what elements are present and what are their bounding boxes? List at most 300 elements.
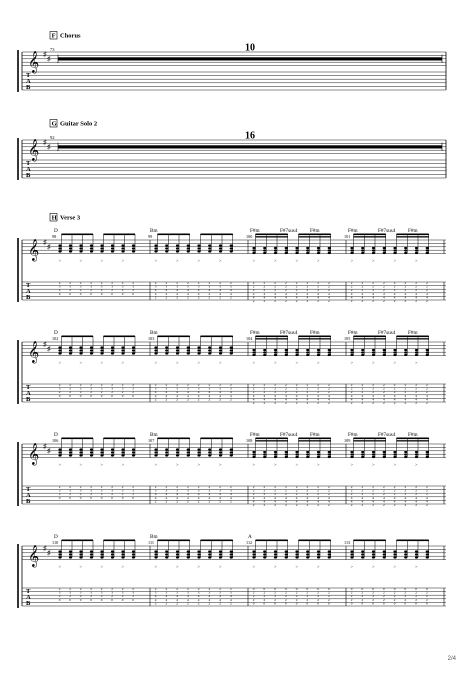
tab-fret-number: 2 — [285, 299, 287, 303]
tab-fret-number: 2 — [252, 386, 255, 391]
note-head — [176, 247, 179, 249]
tab-fret-number: 2 — [306, 594, 309, 599]
tab-fret-number: 2 — [404, 299, 407, 303]
note-head — [176, 448, 179, 450]
tab-fret-number: 2 — [393, 288, 396, 293]
note-head — [187, 550, 190, 552]
note-head — [197, 349, 200, 351]
note-beam — [104, 336, 136, 338]
tab-clef-letter: A — [26, 594, 31, 601]
note-head — [295, 349, 298, 351]
note-head — [69, 556, 72, 558]
tab-fret-number: 2 — [132, 281, 135, 285]
tab-fret-number: 2 — [154, 397, 157, 402]
tab-fret-number: 2 — [176, 499, 179, 504]
tab-fret-number: 3 — [219, 386, 222, 391]
tab-fret-number: 2 — [252, 594, 255, 599]
tab-fret-number: 2 — [415, 299, 418, 303]
note-head — [285, 252, 288, 254]
tab-fret-number: 2 — [274, 390, 277, 395]
tab-clef-letter: B — [26, 172, 31, 179]
rehearsal-letter: F — [51, 32, 56, 40]
note-head — [372, 252, 375, 254]
tab-fret-number: 2 — [404, 383, 407, 387]
tab-fret-number: 2 — [415, 284, 418, 289]
measure-number: 98 — [52, 234, 57, 239]
tab-fret-number: 4 — [393, 495, 396, 500]
accent-mark: > — [121, 564, 125, 569]
tab-fret-number: 2 — [350, 299, 353, 303]
tab-fret-number: 2 — [328, 503, 330, 507]
tab-fret-number: 2 — [58, 281, 61, 285]
note-head — [274, 351, 277, 353]
sharp-f-icon: ♯ — [43, 442, 47, 451]
note-beam — [354, 338, 386, 339]
tab-fret-number: 3 — [187, 284, 189, 289]
note-head — [219, 250, 222, 252]
tab-fret-number: 4 — [350, 397, 353, 402]
tab-fret-number: 4 — [165, 597, 168, 602]
accent-mark: > — [295, 360, 299, 365]
tab-fret-number: 2 — [426, 590, 428, 595]
note-head — [295, 247, 298, 249]
note-head — [121, 451, 124, 453]
note-head — [208, 454, 211, 456]
tab-fret-number: 4 — [197, 597, 200, 602]
tab-fret-number: 4 — [197, 390, 200, 395]
tab-fret-number: 2 — [274, 503, 277, 507]
tab-fret-number: 2 — [230, 587, 232, 591]
tab-fret-number: 2 — [426, 284, 428, 289]
tab-fret-number: 4 — [187, 291, 189, 296]
tab-fret-number: 4 — [372, 295, 375, 300]
tab-fret-number: 4 — [165, 288, 168, 293]
tab-fret-number: 4 — [176, 291, 179, 296]
tab-fret-number: 4 — [274, 291, 277, 296]
note-head — [274, 556, 277, 558]
tab-fret-number: 4 — [154, 291, 157, 296]
accent-mark: > — [317, 258, 320, 263]
tab-fret-number: 2 — [100, 281, 103, 285]
tab-fret-number: 4 — [165, 495, 168, 500]
tab-fret-number: 2 — [328, 401, 330, 405]
note-head — [154, 448, 157, 450]
note-head — [197, 448, 200, 450]
tab-fret-number: 3 — [176, 386, 179, 391]
tab-fret-number: 2 — [79, 383, 82, 387]
tab-fret-number: 4 — [230, 594, 232, 599]
tab-fret-number: 2 — [111, 485, 114, 489]
tab-fret-number: 4 — [230, 492, 232, 497]
tab-fret-number: 2 — [230, 383, 232, 387]
note-head — [295, 453, 298, 455]
tab-fret-number: 2 — [219, 485, 222, 489]
tab-fret-number: 0 — [372, 587, 375, 591]
tab-fret-number: 2 — [263, 401, 266, 405]
tab-fret-number: 3 — [154, 590, 157, 595]
tab-fret-number: 4 — [208, 288, 211, 293]
tab-fret-number: 3 — [69, 284, 72, 289]
accent-mark: > — [219, 258, 222, 263]
note-head — [79, 247, 82, 249]
note-head — [100, 250, 103, 252]
tab-fret-number: 0 — [350, 601, 353, 606]
note-head — [79, 448, 82, 450]
note-head — [415, 550, 418, 552]
tab-fret-number: 4 — [372, 495, 375, 500]
tab-fret-number: 2 — [415, 492, 418, 497]
note-head — [100, 244, 103, 246]
tab-fret-number: 4 — [252, 291, 255, 296]
note-head — [274, 456, 277, 458]
tab-fret-number: 3 — [176, 590, 179, 595]
tab-fret-number: 2 — [100, 492, 103, 497]
tab-fret-number: 2 — [187, 499, 189, 504]
note-head — [132, 244, 135, 246]
note-head — [187, 349, 190, 351]
note-head — [230, 454, 233, 456]
sharp-f-icon: ♯ — [43, 138, 47, 147]
note-head — [263, 453, 266, 455]
tab-fret-number: 0 — [285, 587, 287, 591]
tab-fret-number: 2 — [426, 492, 428, 497]
sharp-c-icon: ♯ — [47, 55, 51, 63]
tab-fret-number: 0 — [121, 393, 124, 398]
note-head — [197, 346, 200, 348]
tab-fret-number: 4 — [230, 393, 232, 398]
note-head — [176, 352, 179, 354]
tab-fret-number: 2 — [274, 401, 277, 405]
note-head — [361, 354, 364, 356]
note-head — [393, 556, 396, 558]
sharp-c-icon: ♯ — [47, 243, 51, 251]
tab-fret-number: 2 — [58, 587, 61, 591]
accent-mark: > — [393, 462, 397, 467]
accent-mark: > — [100, 360, 104, 365]
tab-fret-number: 2 — [426, 488, 428, 493]
tab-fret-number: 4 — [426, 295, 428, 300]
note-head — [372, 550, 375, 552]
tab-fret-number: 2 — [263, 281, 266, 285]
section-name: Chorus — [60, 32, 81, 40]
tab-fret-number: 2 — [111, 492, 114, 497]
note-head — [252, 252, 255, 254]
chord-symbol: F#m — [310, 228, 320, 234]
tab-fret-number: 4 — [383, 495, 385, 500]
tab-fret-number: 4 — [187, 492, 189, 497]
tab-fret-number: 0 — [90, 597, 93, 602]
tab-fret-number: 4 — [197, 288, 200, 293]
note-beam — [256, 438, 288, 440]
tab-fret-number: 4 — [263, 495, 266, 500]
accent-mark: > — [79, 360, 83, 365]
tab-fret-number: 0 — [69, 495, 72, 500]
note-head — [197, 244, 200, 246]
note-head — [285, 550, 288, 552]
tab-fret-number: 2 — [404, 590, 407, 595]
note-head — [306, 349, 309, 351]
tab-fret-number: 3 — [100, 590, 103, 595]
tab-fret-number: 2 — [350, 503, 353, 507]
note-head — [350, 351, 353, 353]
tab-fret-number: 2 — [317, 485, 320, 489]
note-head — [317, 556, 320, 558]
tab-fret-number: 2 — [187, 383, 189, 387]
tab-fret-number: 2 — [90, 281, 93, 285]
tab-fret-number: 2 — [295, 383, 298, 387]
note-head — [230, 352, 233, 354]
note-head — [230, 550, 233, 552]
tab-fret-number: 2 — [404, 386, 407, 391]
note-head — [230, 553, 233, 555]
tab-fret-number: 3 — [176, 284, 179, 289]
tab-fret-number: 3 — [58, 488, 61, 493]
note-head — [58, 247, 61, 249]
tab-fret-number: 4 — [317, 393, 320, 398]
tab-fret-number: 0 — [111, 393, 114, 398]
tab-fret-number: 2 — [285, 594, 287, 599]
note-head — [132, 250, 135, 252]
tab-fret-number: 2 — [306, 383, 309, 387]
note-head — [404, 351, 407, 353]
note-head — [350, 553, 353, 555]
tab-fret-number: 4 — [350, 295, 353, 300]
accent-mark: > — [121, 462, 125, 467]
section-name: Verse 3 — [60, 214, 81, 222]
tab-fret-number: 4 — [306, 393, 309, 398]
tab-fret-number: 2 — [252, 590, 255, 595]
tab-fret-number: 2 — [383, 299, 385, 303]
note-head — [295, 456, 298, 458]
tab-fret-number: 0 — [111, 597, 114, 602]
chord-symbol: F#m — [348, 432, 358, 438]
note-head — [274, 453, 277, 455]
note-head — [100, 349, 103, 351]
tab-fret-number: 2 — [372, 284, 375, 289]
tab-fret-number: 2 — [154, 281, 157, 285]
tab-fret-number: 2 — [187, 281, 189, 285]
tab-fret-number: 2 — [383, 284, 385, 289]
tab-fret-number: 3 — [132, 488, 135, 493]
note-head — [393, 351, 396, 353]
tab-fret-number: 4 — [274, 295, 277, 300]
note-beam — [397, 338, 429, 339]
note-head — [393, 453, 396, 455]
tab-fret-number: 0 — [100, 393, 103, 398]
tab-clef-letter: T — [26, 282, 31, 289]
note-head — [197, 247, 200, 249]
note-head — [415, 252, 418, 254]
tab-fret-number: 2 — [306, 284, 309, 289]
tab-fret-number: 2 — [274, 594, 277, 599]
tab-fret-number: 2 — [306, 485, 309, 489]
tab-fret-number: 2 — [306, 390, 309, 395]
tab-fret-number: 0 — [111, 495, 114, 500]
note-head — [415, 451, 418, 453]
note-head — [383, 249, 386, 251]
tab-fret-number: 2 — [69, 288, 72, 293]
note-head — [197, 556, 200, 558]
note-beam — [62, 540, 94, 542]
tab-fret-number: 4 — [154, 393, 157, 398]
tab-fret-number: 2 — [415, 590, 418, 595]
accent-mark: > — [350, 258, 354, 263]
chord-symbol: F#m — [310, 432, 320, 438]
tab-fret-number: 2 — [383, 401, 385, 405]
tab-fret-number: 3 — [208, 284, 211, 289]
note-beam — [256, 236, 288, 237]
measure-number: 92 — [50, 135, 55, 140]
tab-fret-number: 0 — [90, 495, 93, 500]
tab-fret-number: 2 — [165, 295, 168, 300]
note-head — [361, 550, 364, 552]
tab-fret-number: 2 — [383, 492, 385, 497]
tab-fret-number: 3 — [230, 386, 232, 391]
tab-fret-number: 2 — [252, 503, 255, 507]
tab-fret-number: 2 — [252, 597, 255, 602]
note-head — [415, 456, 418, 458]
note-head — [90, 352, 93, 354]
tab-fret-number: 4 — [372, 397, 375, 402]
accent-mark: > — [219, 564, 222, 569]
note-head — [187, 553, 190, 555]
tab-fret-number: 2 — [90, 594, 93, 599]
note-beam — [201, 234, 233, 236]
note-head — [361, 252, 364, 254]
tab-fret-number: 0 — [132, 291, 135, 296]
tab-fret-number: 2 — [404, 488, 407, 493]
note-head — [383, 252, 386, 254]
tab-fret-number: 2 — [415, 594, 418, 599]
note-head — [219, 556, 222, 558]
note-head — [274, 252, 277, 254]
tab-fret-number: 2 — [350, 485, 353, 489]
accent-mark: > — [176, 258, 179, 263]
tab-fret-number: 0 — [79, 495, 82, 500]
tab-fret-number: 2 — [187, 587, 189, 591]
tab-fret-number: 2 — [393, 284, 396, 289]
note-head — [274, 247, 277, 249]
note-head — [252, 351, 255, 353]
note-head — [328, 556, 331, 558]
tab-fret-number: 4 — [285, 397, 287, 402]
tab-fret-number: 0 — [361, 587, 364, 591]
note-head — [306, 249, 309, 251]
note-head — [58, 448, 61, 450]
tab-fret-number: 2 — [306, 299, 309, 303]
note-head — [285, 351, 288, 353]
tab-fret-number: 2 — [100, 587, 103, 591]
tab-fret-number: 2 — [404, 281, 407, 285]
note-head — [263, 556, 266, 558]
note-head — [90, 346, 93, 348]
tab-fret-number: 4 — [187, 495, 189, 500]
tab-fret-number: 4 — [306, 397, 309, 402]
tab-clef-letter: T — [26, 72, 31, 79]
tab-fret-number: 4 — [383, 393, 385, 398]
tab-fret-number: 4 — [404, 393, 407, 398]
tab-fret-number: 2 — [372, 485, 375, 489]
tab-fret-number: 2 — [306, 401, 309, 405]
note-head — [317, 550, 320, 552]
tab-fret-number: 2 — [154, 587, 157, 591]
accent-mark: > — [176, 462, 179, 467]
tab-fret-number: 0 — [132, 597, 135, 602]
tab-fret-number: 3 — [165, 488, 168, 493]
note-head — [132, 553, 135, 555]
note-head — [350, 349, 353, 351]
note-head — [111, 247, 114, 249]
tab-fret-number: 2 — [274, 492, 277, 497]
tab-fret-number: 2 — [197, 295, 200, 300]
note-head — [121, 247, 124, 249]
tab-fret-number: 2 — [285, 386, 287, 391]
tab-fret-number: 2 — [361, 503, 364, 507]
tab-fret-number: 2 — [393, 594, 396, 599]
tab-fret-number: 2 — [306, 492, 309, 497]
note-head — [69, 550, 72, 552]
tab-fret-number: 2 — [404, 288, 407, 293]
tab-fret-number: 4 — [154, 597, 157, 602]
note-head — [187, 556, 190, 558]
tab-fret-number: 4 — [361, 393, 364, 398]
tab-fret-number: 3 — [90, 488, 93, 493]
tab-fret-number: 4 — [404, 291, 407, 296]
chord-symbol: A — [248, 534, 252, 540]
note-head — [274, 249, 277, 251]
tab-fret-number: 4 — [176, 594, 179, 599]
note-head — [306, 252, 309, 254]
tab-fret-number: 2 — [328, 386, 330, 391]
page-number: 2/4 — [447, 656, 456, 662]
note-head — [79, 550, 82, 552]
note-beam — [397, 234, 429, 236]
accent-mark: > — [154, 258, 158, 263]
note-head — [328, 349, 331, 351]
tab-fret-number: 2 — [197, 601, 200, 606]
note-head — [58, 553, 61, 555]
tab-fret-number: 4 — [295, 495, 298, 500]
note-beam — [397, 540, 429, 542]
tab-fret-number: 4 — [285, 393, 287, 398]
note-head — [350, 249, 353, 251]
tab-fret-number: 2 — [263, 492, 266, 497]
tab-fret-number: 3 — [90, 386, 93, 391]
note-head — [306, 553, 309, 555]
note-head — [317, 354, 320, 356]
tab-fret-number: 2 — [263, 488, 266, 493]
measure-number: 103 — [148, 336, 155, 341]
tab-fret-number: 2 — [306, 503, 309, 507]
tab-fret-number: 2 — [317, 383, 320, 387]
tab-fret-number: 4 — [361, 295, 364, 300]
note-beam — [256, 234, 288, 236]
tab-fret-number: 2 — [306, 281, 309, 285]
note-head — [274, 553, 277, 555]
tab-fret-number: 4 — [285, 499, 287, 504]
note-head — [121, 352, 124, 354]
measure-number: 100 — [246, 234, 253, 239]
tab-fret-number: 2 — [317, 284, 320, 289]
tab-fret-number: 0 — [383, 601, 385, 606]
note-head — [285, 451, 288, 453]
tab-fret-number: 2 — [100, 485, 103, 489]
tab-fret-number: 4 — [274, 495, 277, 500]
note-head — [317, 351, 320, 353]
note-head — [165, 244, 168, 246]
note-head — [197, 553, 200, 555]
tab-fret-number: 2 — [328, 488, 330, 493]
